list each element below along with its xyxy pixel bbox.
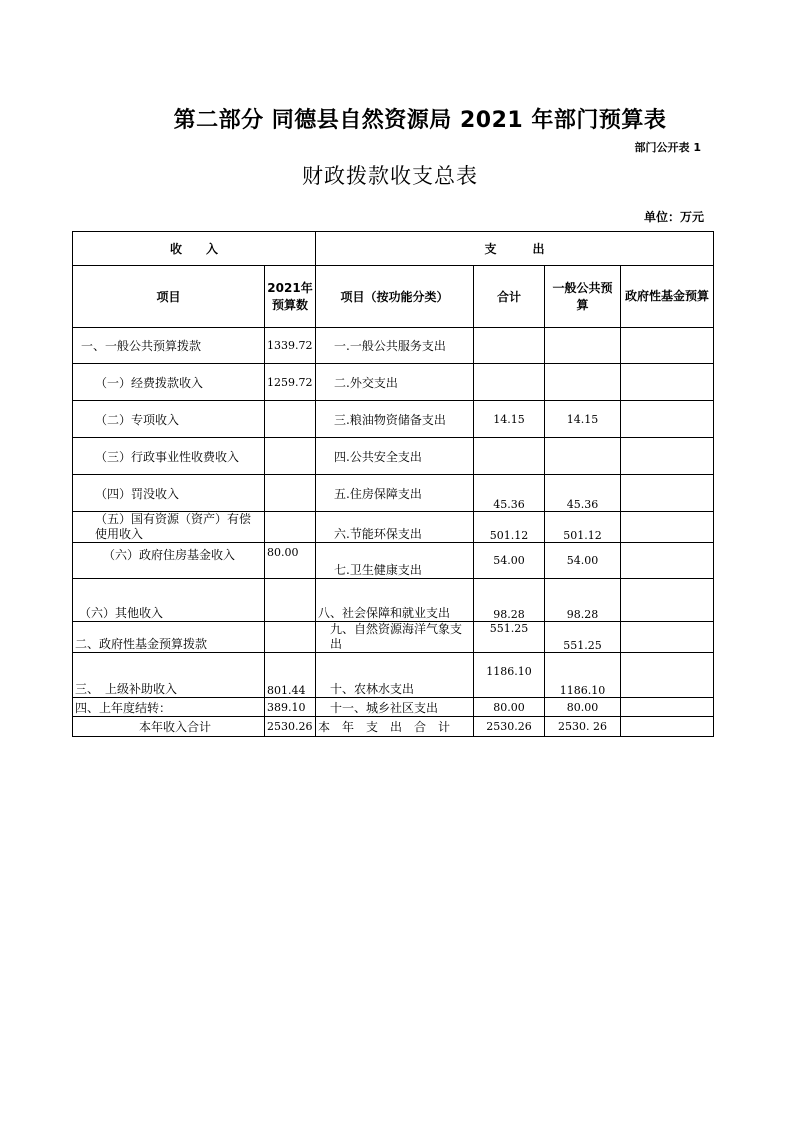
table-number: 部门公开表 1 [634, 141, 701, 154]
expense-fund [621, 364, 714, 401]
income-amount: 80.00 [265, 543, 316, 579]
expense-general [545, 438, 621, 475]
expense-total [474, 438, 545, 475]
expense-total [474, 328, 545, 364]
expense-fund [621, 475, 714, 512]
income-item: （五）国有资源（资产）有偿使用收入 [73, 512, 265, 543]
table-row [73, 438, 714, 475]
income-item: 一、一般公共预算拨款 [73, 328, 265, 364]
income-item: （六）其他收入 [73, 579, 265, 622]
col-general: 一般公共预算 [545, 266, 621, 328]
expense-general: 80.00 [545, 698, 621, 717]
income-amount [265, 475, 316, 512]
expense-fund [621, 401, 714, 438]
expense-total: 501.12 [474, 512, 545, 543]
expense-item: 六.节能环保支出 [316, 512, 474, 543]
income-amount: 801.44 [265, 653, 316, 698]
expense-fund-sum [621, 717, 714, 737]
document-title: 第二部分 同德县自然资源局 2021 年部门预算表 [173, 108, 667, 133]
expense-general-sum: 2530. 26 [545, 717, 621, 737]
expense-item: 二.外交支出 [316, 364, 474, 401]
col-budget-2021: 2021年预算数 [265, 266, 316, 328]
col-fund: 政府性基金预算 [621, 266, 714, 328]
expense-fund [621, 579, 714, 622]
group-header-row [73, 232, 714, 266]
income-item: （四）罚没收入 [73, 475, 265, 512]
col-item: 项目 [73, 266, 265, 328]
income-total-amount: 2530.26 [265, 717, 316, 737]
expense-item: 四.公共安全支出 [316, 438, 474, 475]
col-total: 合计 [474, 266, 545, 328]
expense-item: 七.卫生健康支出 [316, 543, 474, 579]
income-amount: 389.10 [265, 698, 316, 717]
expense-fund [621, 512, 714, 543]
expense-total-label: 本 年 支 出 合 计 [316, 717, 474, 737]
income-amount [265, 579, 316, 622]
expense-total: 45.36 [474, 475, 545, 512]
expense-general: 551.25 [545, 622, 621, 653]
table-row [73, 512, 714, 543]
expense-item: 九、自然资源海洋气象支出 [316, 622, 474, 653]
expense-total: 98.28 [474, 579, 545, 622]
expense-total: 54.00 [474, 543, 545, 579]
expense-general: 98.28 [545, 579, 621, 622]
income-amount: 1259.72 [265, 364, 316, 401]
table-row [73, 622, 714, 653]
expense-fund [621, 328, 714, 364]
table-row [73, 475, 714, 512]
expense-fund [621, 698, 714, 717]
income-amount [265, 438, 316, 475]
expense-general: 14.15 [545, 401, 621, 438]
table-row [73, 364, 714, 401]
income-amount: 1339.72 [265, 328, 316, 364]
expense-total-sum: 2530.26 [474, 717, 545, 737]
expense-general [545, 364, 621, 401]
income-item: 二、政府性基金预算拨款 [73, 622, 265, 653]
expense-item: 三.粮油物资储备支出 [316, 401, 474, 438]
budget-table [72, 231, 714, 737]
expense-total: 1186.10 [474, 653, 545, 698]
expense-group-header: 支 出 [316, 232, 714, 266]
income-item: （一）经费拨款收入 [73, 364, 265, 401]
expense-item: 五.住房保障支出 [316, 475, 474, 512]
column-header-row [73, 266, 714, 328]
totals-row [73, 717, 714, 737]
expense-fund [621, 653, 714, 698]
expense-general: 501.12 [545, 512, 621, 543]
expense-item: 八、社会保障和就业支出 [316, 579, 474, 622]
table-row [73, 401, 714, 438]
expense-item: 十一、城乡社区支出 [316, 698, 474, 717]
income-group-header: 收 入 [73, 232, 316, 266]
income-total-label: 本年收入合计 [73, 717, 265, 737]
income-amount [265, 401, 316, 438]
income-amount [265, 622, 316, 653]
col-func-item: 项目（按功能分类） [316, 266, 474, 328]
unit-label: 单位：万元 [643, 210, 704, 224]
expense-total [474, 364, 545, 401]
income-amount [265, 512, 316, 543]
table-row [73, 698, 714, 717]
table-row [73, 653, 714, 698]
expense-general: 1186.10 [545, 653, 621, 698]
expense-item: 一.一般公共服务支出 [316, 328, 474, 364]
expense-fund [621, 622, 714, 653]
table-row [73, 328, 714, 364]
expense-fund [621, 438, 714, 475]
expense-general [545, 328, 621, 364]
expense-total: 80.00 [474, 698, 545, 717]
table-row [73, 579, 714, 622]
expense-general: 54.00 [545, 543, 621, 579]
income-item: （六）政府住房基金收入 [73, 543, 265, 579]
expense-general: 45.36 [545, 475, 621, 512]
expense-total: 14.15 [474, 401, 545, 438]
income-item: （二）专项收入 [73, 401, 265, 438]
income-item: （三）行政事业性收费收入 [73, 438, 265, 475]
table-title: 财政拨款收支总表 [302, 164, 478, 188]
expense-fund [621, 543, 714, 579]
expense-total: 551.25 [474, 622, 545, 653]
income-item: 四、上年度结转： [73, 698, 265, 717]
expense-item: 十、农林水支出 [316, 653, 474, 698]
table-row [73, 543, 714, 579]
income-item: 三、 上级补助收入 [73, 653, 265, 698]
